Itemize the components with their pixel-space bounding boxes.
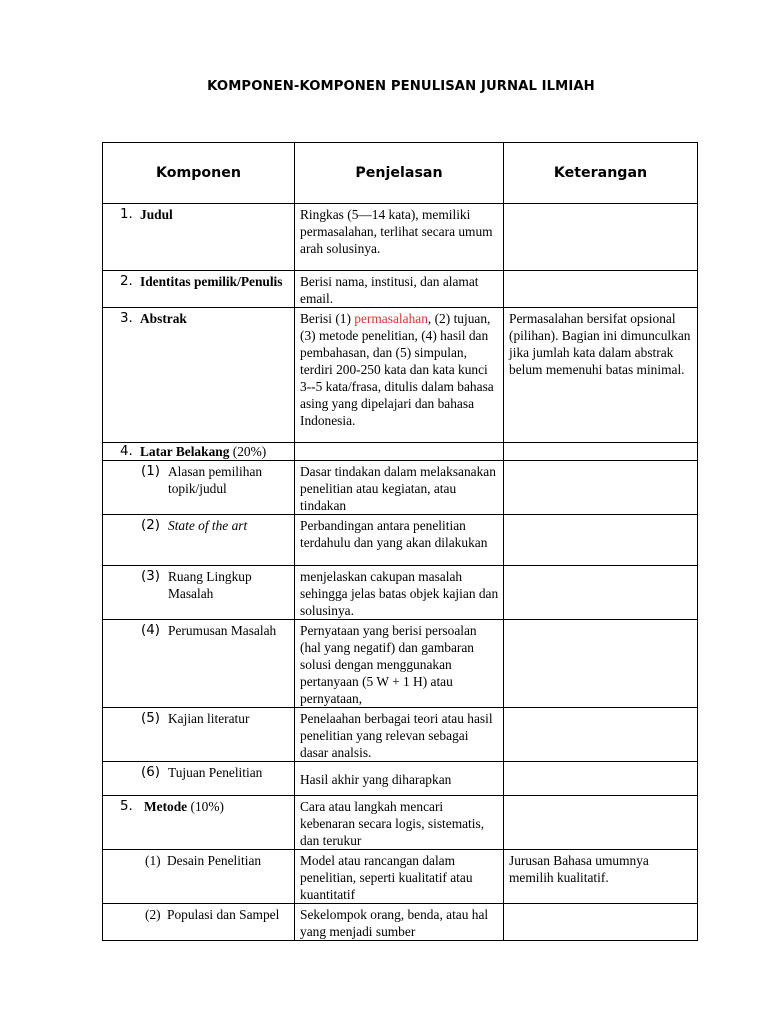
component-cell [108,710,290,727]
table-row [103,762,698,796]
item-number: (3) [141,569,160,584]
component-name: Kajian literatur [168,711,250,726]
item-number: (1) [141,464,160,479]
component-name: Abstrak [140,311,187,326]
penjelasan-cell: Penelaahan berbagai teori atau hasil penelitian yang relevan sebagai dasar analsis. [295,708,504,762]
keterangan-cell: Permasalahan bersifat opsional (pilihan). Bagian ini dimunculkan jika jumlah kata dalam abstrak belum memenuhi batas minimal. [504,308,698,443]
penjelasan-cell: Dasar tindakan dalam melaksanakan penelitian atau kegiatan, atau tindakan [295,461,504,515]
component-cell [108,310,290,327]
keterangan-cell [504,461,698,515]
item-number: 2. [120,274,133,289]
penjelasan-cell: Cara atau langkah mencari kebenaran secara logis, sistematis, dan terukur [295,796,504,850]
table-row [103,308,698,443]
table-row [103,515,698,566]
component-cell [108,206,290,223]
table-row [103,708,698,762]
item-number: 3. [120,311,133,326]
component-cell [108,622,290,639]
component-name: Latar Belakang [140,444,230,459]
penjelasan-cell: menjelaskan cakupan masalah sehingga jelas batas objek kajian dan solusinya. [295,566,504,620]
keterangan-cell [504,443,698,461]
component-cell [108,906,290,923]
document-title: KOMPONEN-KOMPONEN PENULISAN JURNAL ILMIAH [207,79,595,94]
weight-label: (10%) [190,799,224,814]
component-name: Desain Penelitian [167,853,262,868]
keterangan-cell: Jurusan Bahasa umumnya memilih kualitatif. [504,850,698,904]
component-name: Populasi dan Sampel [167,907,280,922]
item-number: (2) [145,907,161,922]
penjelasan-cell [295,443,504,461]
penjelasan-text: , (2) tujuan, (3) metode penelitian, (4) hasil dan pembahasan, dan (5) simpulan, terdiri 200-250 kata dan kata kunci 3--5 kata/frasa, ditulis dalam bahasa asing yang dipelajari dan bahasa Indonesia. [300,311,494,428]
table-row [103,271,698,308]
component-name: Tujuan Penelitian [168,765,263,780]
table-row [103,443,698,461]
table-row [103,850,698,904]
table-row [103,461,698,515]
keterangan-cell [504,708,698,762]
component-name: Alasan pemilihan topik/judul [168,464,263,496]
penjelasan-cell: Sekelompok orang, benda, atau hal yang menjadi sumber [295,904,504,941]
keterangan-cell [504,515,698,566]
component-cell [108,443,290,460]
penjelasan-cell [295,308,504,443]
keterangan-cell [504,204,698,271]
penjelasan-cell: Perbandingan antara penelitian terdahulu dan yang akan dilakukan [295,515,504,566]
component-cell [108,852,290,869]
item-number: (6) [141,765,160,780]
header-penjelasan: Penjelasan [295,143,504,204]
component-cell [108,764,290,781]
weight-label: (20%) [232,444,267,459]
penjelasan-cell: Berisi nama, institusi, dan alamat email. [295,271,504,308]
table-row [103,796,698,850]
item-number: (5) [141,711,160,726]
component-name: Identitas pemilik/Penulis [140,274,283,289]
table-row [103,566,698,620]
component-name: Perumusan Masalah [168,623,277,638]
components-table [102,142,698,941]
header-keterangan: Keterangan [504,143,698,204]
penjelasan-cell: Model atau rancangan dalam penelitian, seperti kualitatif atau kuantitatif [295,850,504,904]
penjelasan-text: Berisi (1) [300,311,355,326]
keterangan-cell [504,904,698,941]
component-name: Judul [140,207,173,222]
highlighted-term: permasalahan [354,311,428,326]
component-cell [108,517,290,534]
component-cell [108,568,290,602]
item-number: (2) [141,518,160,533]
table-row [103,620,698,708]
component-name: State of the art [168,518,248,533]
component-cell [108,463,290,497]
item-number: 1. [120,207,133,222]
penjelasan-cell: Pernyataan yang berisi persoalan (hal yang negatif) dan gambaran solusi dengan menggunakan pertanyaan (5 W + 1 H) atau pernyataan, [295,620,504,708]
penjelasan-cell: Hasil akhir yang diharapkan [295,762,504,796]
item-number: 4. [120,444,133,459]
keterangan-cell [504,762,698,796]
item-number: (1) [145,853,161,868]
table-row [103,204,698,271]
keterangan-cell [504,796,698,850]
item-number: (4) [141,623,160,638]
component-name: Ruang Lingkup Masalah [168,569,252,601]
item-number: 5. [120,799,133,814]
header-komponen: Komponen [103,143,295,204]
penjelasan-cell: Ringkas (5—14 kata), memiliki permasalahan, terlihat secara umum arah solusinya. [295,204,504,271]
keterangan-cell [504,271,698,308]
component-name: Metode [144,799,188,814]
keterangan-cell [504,566,698,620]
component-cell [108,798,290,815]
component-cell [108,273,290,290]
keterangan-cell [504,620,698,708]
table-header-row [103,143,698,204]
table-row [103,904,698,941]
